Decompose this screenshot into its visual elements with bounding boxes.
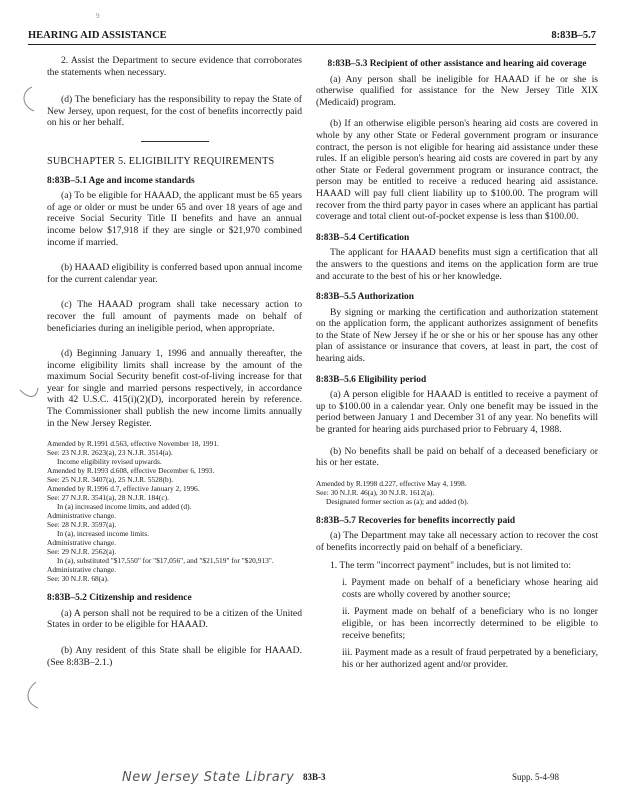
header-section-number: 8:83B–5.7 [551, 30, 596, 41]
section-heading: 8:83B–5.5 Authorization [316, 292, 414, 303]
paragraph: By signing or marking the certification and authorization statement on the application form, the applicant authorizes assignment of benefits to the State of New Jersey if he or she or his or her spouse has any other plan of assistance or insurance that covers, at least in part, the cost of hearing aids. [316, 306, 598, 365]
margin-mark-icon [14, 680, 42, 710]
paragraph: (c) The HAAAD program shall take necessary action to recover the full amount of payments made on behalf of beneficiaries during an ineligible period, when appropriate. [47, 299, 302, 334]
paragraph: (d) The beneficiary has the responsibility to repay the State of New Jersey, upon request, for the cost of benefits incorrectly paid on his or her behalf. [47, 94, 302, 129]
list-item: 1. The term "incorrect payment" includes, but is not limited to: [330, 559, 572, 571]
history-line: See: 29 N.J.R. 2562(a). [47, 547, 117, 557]
history-line: See: 30 N.J.R. 68(a). [47, 574, 109, 584]
paragraph: (b) No benefits shall be paid on behalf of a deceased beneficiary or his or her estate. [316, 445, 598, 469]
history-line: See: 27 N.J.R. 3541(a), 28 N.J.R. 184(c). [47, 493, 169, 503]
margin-mark-icon [14, 85, 42, 115]
history-line: Administrative change. [47, 565, 116, 575]
paragraph: (a) Any person shall be ineligible for HAAAD if he or she is otherwise qualified for assistance for the New Jersey Title XIX (Medicaid) program. [316, 73, 598, 108]
history-line: In (a), increased income limits. [57, 529, 149, 539]
margin-mark-icon [14, 380, 42, 410]
page-number: 83B-3 [303, 772, 326, 782]
section-heading: 8:83B–5.7 Recoveries for benefits incorrectly paid [316, 515, 516, 526]
paragraph: 2. Assist the Department to secure evidence that corroborates the statements when necessary. [47, 55, 302, 78]
history-line: Administrative change. [47, 511, 116, 521]
list-item: i. Payment made on behalf of a beneficiary whose hearing aid costs are wholly covered by another source; [342, 577, 598, 600]
page-mark: 9 [96, 12, 100, 20]
paragraph: (b) HAAAD eligibility is conferred based upon annual income for the current calendar year. [47, 262, 302, 285]
history-note [47, 439, 302, 583]
section-heading: 8:83B–5.2 Citizenship and residence [47, 593, 192, 604]
history-line: See: 23 N.J.R. 2623(a), 23 N.J.R. 3514(a). [47, 448, 173, 458]
paragraph: (a) The Department may take all necessary action to recover the cost of benefits incorrectly paid on behalf of a beneficiary. [316, 530, 598, 553]
history-note [316, 479, 598, 506]
right-column [316, 55, 598, 680]
history-line: See: 25 N.J.R. 3407(a), 25 N.J.R. 5528(b). [47, 475, 174, 485]
history-line: Amended by R.1998 d.227, effective May 4, 1998. [316, 478, 467, 488]
paragraph: (b) If an otherwise eligible person's hearing aid costs are covered in whole by any other State or Federal government program or insurance contract, the person is not eligible for hearing aid assistance under these rules. If an eligible person's hearing aid costs are covered in part by any other State or Federal government program or insurance contract, the person may be entitled to receive a reduced hearing aid assistance. HAAAD will pay full client liability up to $100.00. The program will recover from the third party payor in cases where an applicant has partial coverage and total client out-of-pocket expense is less than $100.00. [316, 118, 598, 223]
section-heading: 8:83B–5.4 Certification [316, 232, 410, 243]
paragraph: The applicant for HAAAD benefits must sign a certification that all the answers to the questions and items on the application form are true and accurate to the best of his or her knowledge. [316, 247, 598, 282]
history-line: Amended by R.1991 d.563, effective November 18, 1991. [47, 439, 219, 449]
history-line: See: 30 N.J.R. 46(a), 30 N.J.R. 1612(a). [316, 487, 435, 497]
section-heading: 8:83B–5.6 Eligibility period [316, 374, 427, 385]
history-line: Amended by R.1996 d.7, effective January 2, 1996. [47, 484, 200, 494]
paragraph: (a) A person eligible for HAAAD is entitled to receive a payment of up to $100.00 in a calendar year. Only one benefit may be issued in the period between January 1 and December 31 of any year. No benefits will be granted for hearing aids purchased prior to February 4, 1988. [316, 389, 598, 436]
history-line: In (a) increased income limits, and added (d). [57, 502, 192, 512]
paragraph: (b) Any resident of this State shall be eligible for HAAAD. (See 8:83B–2.1.) [47, 645, 302, 668]
history-line: See: 28 N.J.R. 3597(a). [47, 520, 117, 530]
library-stamp: New Jersey State Library [122, 770, 295, 785]
paragraph: (a) A person shall not be required to be a citizen of the United States in order to be eligible for HAAAD. [47, 607, 302, 631]
section-heading: 8:83B–5.3 Recipient of other assistance and hearing aid coverage [327, 59, 587, 69]
paragraph: (d) Beginning January 1, 1996 and annually thereafter, the income eligibility limits shall increase by the amount of the maximum Social Security benefit cost-of-living increase for that year for single and married persons respectively, in accordance with 42 U.S.C. 415(i)(2)(D), incorporated herein by reference. The Commissioner shall publish the new income limits annually in the New Jersey Register. [47, 348, 302, 429]
paragraph: (a) To be eligible for HAAAD, the applicant must be 65 years of age or older or must be under 65 and over 18 years of age and receive Social Security Title II benefits and have an annual income below $17,918 if they are single or $21,970 combined income if married. [47, 190, 302, 248]
history-line: In (a), substituted "$17,550" for "$17,056", and "$21,519" for "$20,913". [57, 556, 274, 566]
supplement-date: Supp. 5-4-98 [512, 772, 559, 782]
running-header [28, 30, 596, 45]
history-line: Designated former section as (a); and added (b). [326, 496, 469, 506]
list-item: iii. Payment made as a result of fraud perpetrated by a beneficiary, his or her authorized agent and/or provider. [342, 647, 598, 670]
subchapter-heading: SUBCHAPTER 5. ELIGIBILITY REQUIREMENTS [47, 155, 275, 167]
section-heading: 8:83B–5.1 Age and income standards [47, 175, 195, 186]
header-title: HEARING AID ASSISTANCE [28, 30, 167, 41]
list-item: ii. Payment made on behalf of a beneficiary who is no longer eligible, or has been incorrectly determined to be eligible to receive benefits; [342, 606, 598, 641]
history-line: Administrative change. [47, 538, 116, 548]
history-line: Income eligibility revised upwards. [57, 457, 162, 467]
history-line: Amended by R.1993 d.608, effective December 6, 1993. [47, 466, 215, 476]
page-footer [0, 770, 618, 790]
section-divider [141, 141, 209, 142]
left-column [47, 55, 302, 678]
